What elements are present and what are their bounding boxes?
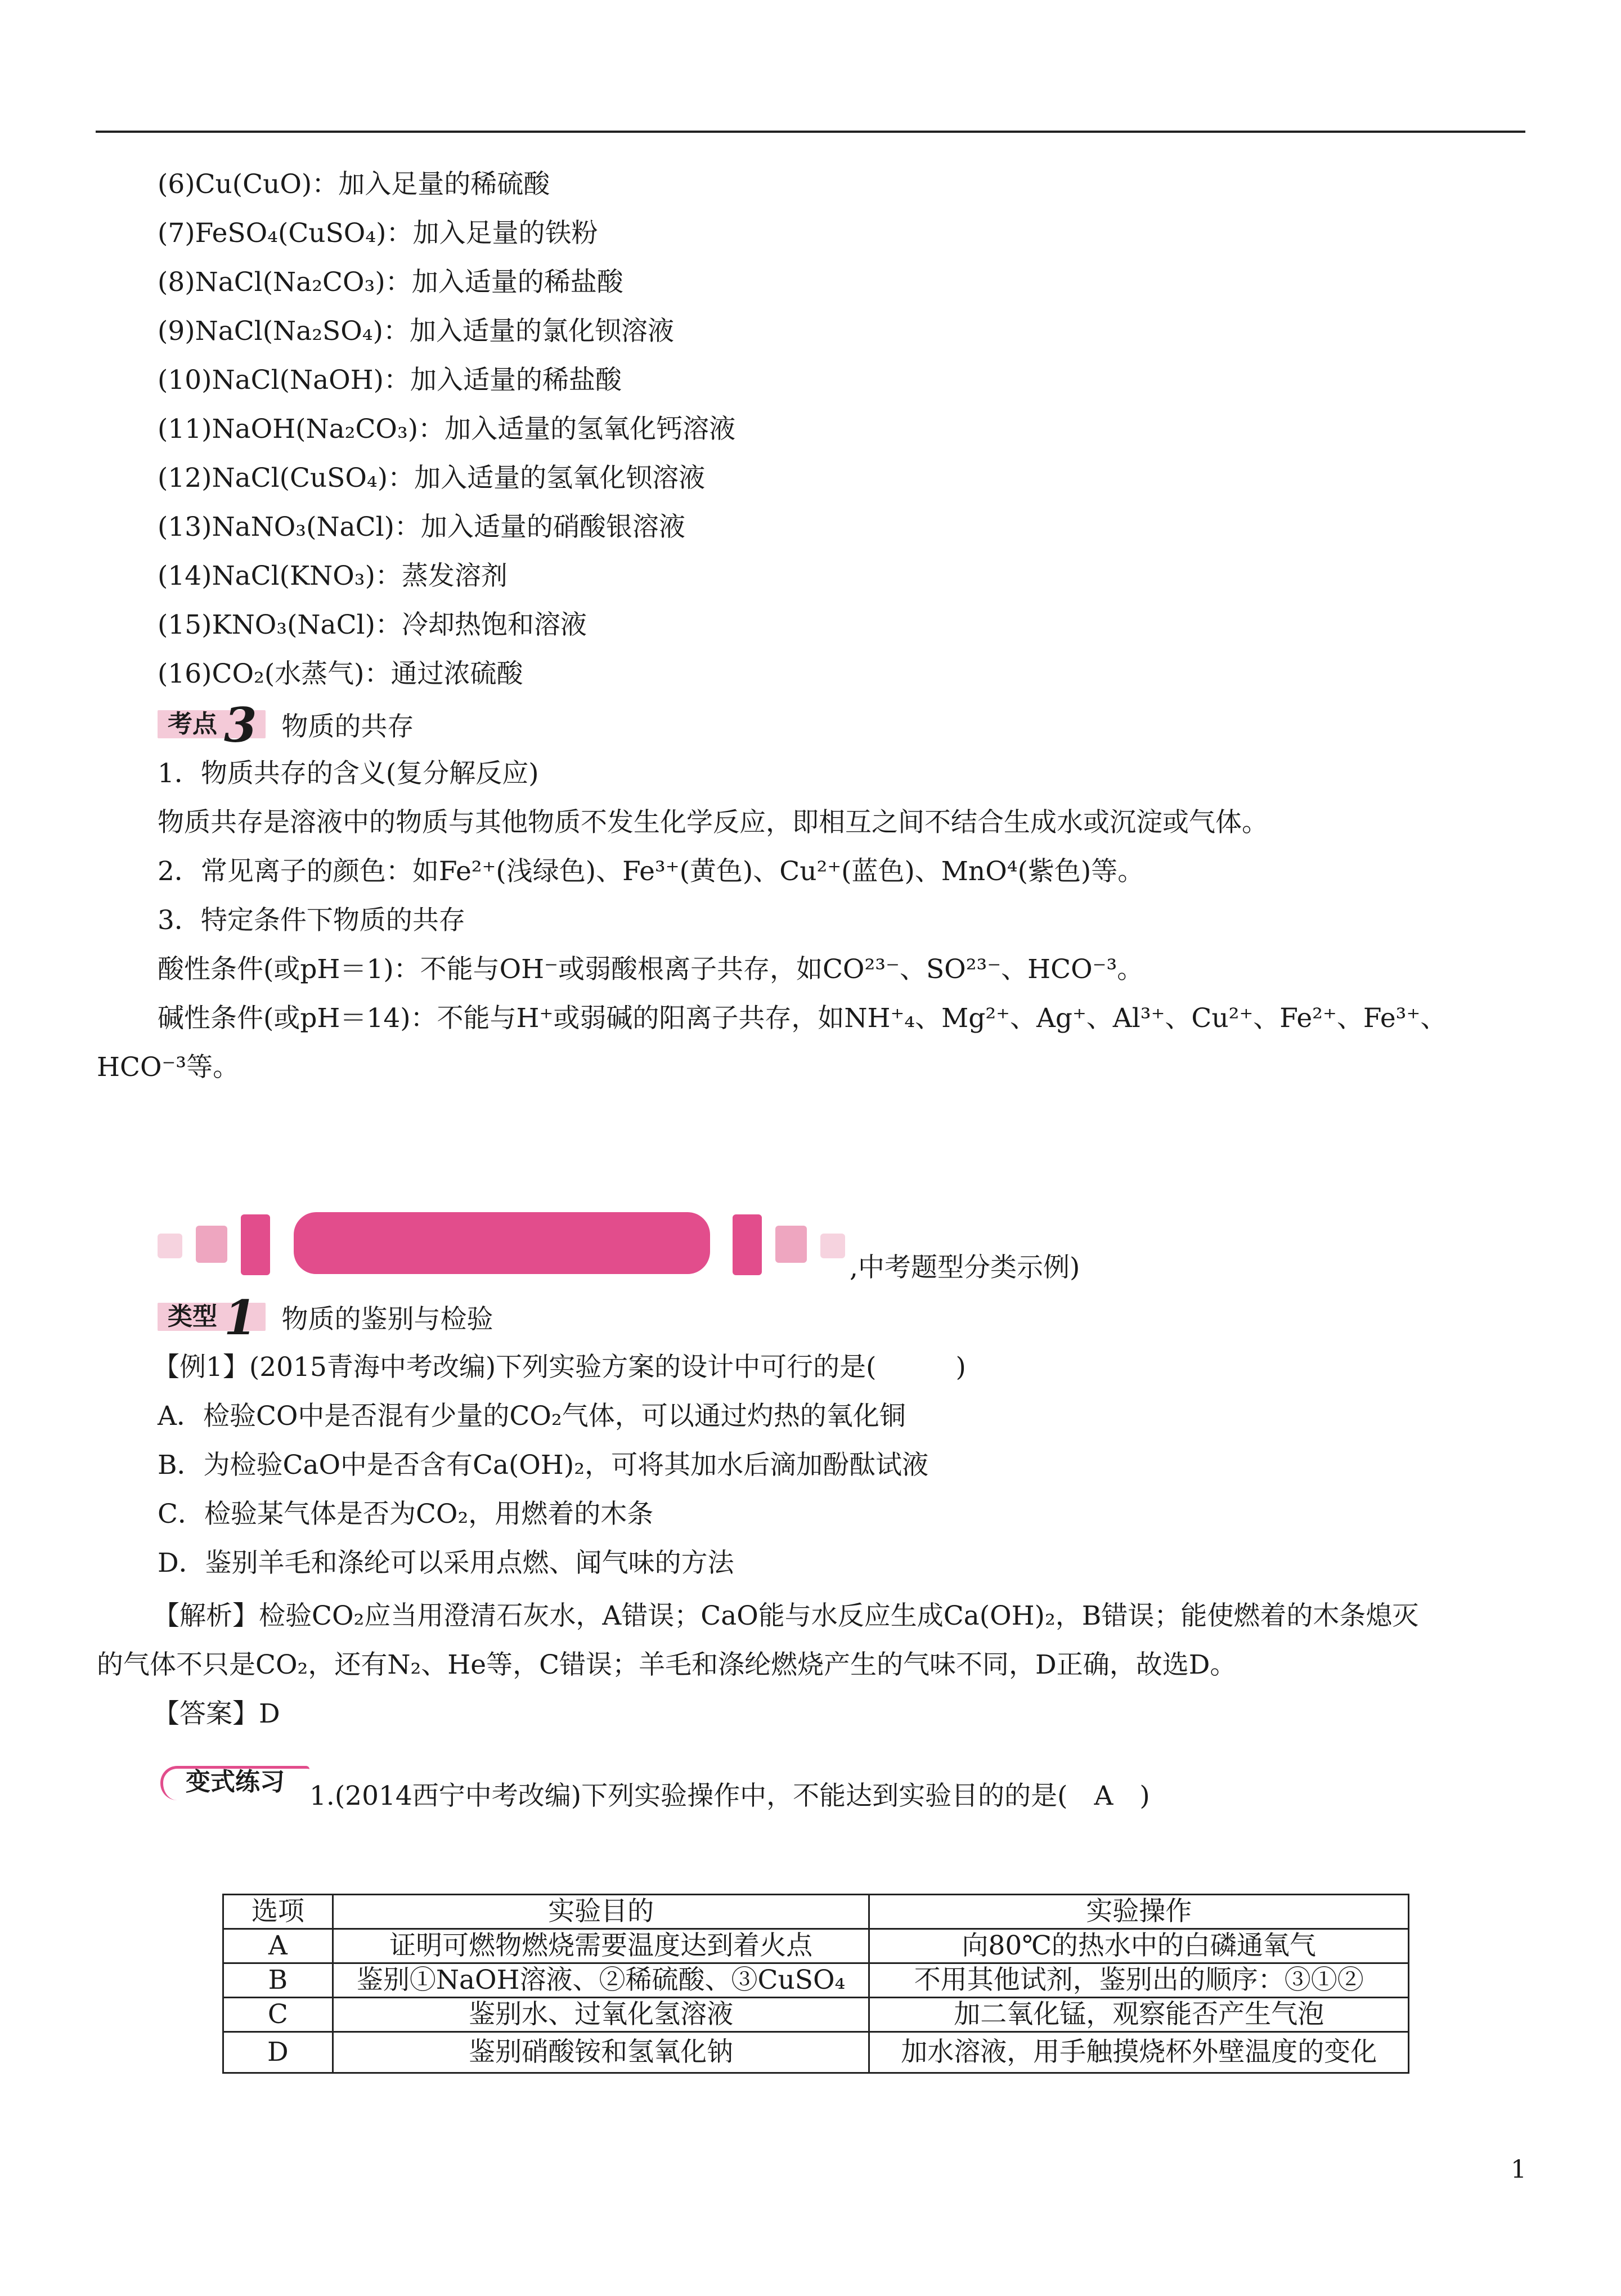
list-item: (14)NaCl(KNO₃)：蒸发溶剂 (158, 560, 508, 591)
list-item: (15)KNO₃(NaCl)：冷却热饱和溶液 (158, 609, 587, 640)
leixing-tag (158, 1290, 266, 1346)
variant-question: 1.(2014西宁中考改编)下列实验操作中，不能达到实验目的的是( A ) (309, 1781, 1150, 1811)
table-cell: B (223, 1963, 333, 1998)
section-heading-kaodian-3 (158, 697, 414, 753)
table-header: 实验操作 (869, 1895, 1409, 1929)
options-table (222, 1894, 1409, 2074)
table-row (223, 1963, 1409, 1998)
section-title: 物质的鉴别与检验 (281, 1303, 493, 1335)
tag-number: 1 (224, 1290, 257, 1346)
table-cell: 向80℃的热水中的白磷通氧气 (869, 1929, 1409, 1963)
list-item: (16)CO₂(水蒸气)：通过浓硫酸 (158, 658, 523, 689)
paragraph-line: 酸性条件(或pH＝1)：不能与OH⁻或弱酸根离子共存，如CO²³⁻、SO²³⁻、HCO⁻³。 (158, 954, 1144, 985)
section-heading-leixing-1 (158, 1290, 493, 1346)
table-cell: A (223, 1929, 333, 1963)
table-cell: 不用其他试剂，鉴别出的顺序：③①② (869, 1963, 1409, 1998)
analysis-line: 的气体不只是CO₂，还有N₂、He等，C错误；羊毛和涤纶燃烧产生的气味不同，D正确，故选D。 (97, 1649, 1237, 1680)
banner-block (158, 1234, 182, 1258)
list-item: (11)NaOH(Na₂CO₃)：加入适量的氢氧化钙溶液 (158, 414, 736, 445)
banner-block (733, 1214, 762, 1275)
banner-bar (294, 1212, 710, 1274)
banner-title: ,中考题型分类示例) (850, 1252, 1080, 1283)
page-number: 1 (1511, 2155, 1526, 2184)
list-item: (13)NaNO₃(NaCl)：加入适量的硝酸银溶液 (158, 512, 685, 542)
table-header: 选项 (223, 1895, 333, 1929)
answer-line: 【答案】D (153, 1698, 280, 1729)
list-item: (12)NaCl(CuSO₄)：加入适量的氢氧化钡溶液 (158, 463, 706, 494)
list-item: (7)FeSO₄(CuSO₄)：加入足量的铁粉 (158, 218, 598, 249)
banner-block (820, 1234, 845, 1258)
option-line: D．鉴别羊毛和涤纶可以采用点燃、闻气味的方法 (158, 1548, 734, 1578)
table-header: 实验目的 (333, 1895, 869, 1929)
table-row (223, 1929, 1409, 1963)
table-cell: 鉴别①NaOH溶液、②稀硫酸、③CuSO₄ (333, 1963, 869, 1998)
list-item: (8)NaCl(Na₂CO₃)：加入适量的稀盐酸 (158, 267, 623, 298)
table-row (223, 2032, 1409, 2073)
table-cell: 鉴别硝酸铵和氢氧化钠 (333, 2032, 869, 2073)
banner-block (241, 1214, 270, 1275)
table-cell: 鉴别水、过氧化氢溶液 (333, 1998, 869, 2032)
header-rule (96, 131, 1525, 133)
option-line: C．检验某气体是否为CO₂，用燃着的木条 (158, 1499, 654, 1530)
banner-block (775, 1226, 807, 1263)
list-item: (10)NaCl(NaOH)：加入适量的稀盐酸 (158, 365, 622, 396)
paragraph-line: 碱性条件(或pH＝14)：不能与H⁺或弱碱的阳离子共存，如NH⁺₄、Mg²⁺、Ag⁺、Al³⁺、Cu²⁺、Fe²⁺、Fe³⁺、 (158, 1003, 1447, 1034)
variant-label: 变式练习 (186, 1768, 285, 1796)
table-cell: C (223, 1998, 333, 2032)
table-cell: D (223, 2032, 333, 2073)
paragraph-line: 物质共存是溶液中的物质与其他物质不发生化学反应，即相互之间不结合生成水或沉淀或气体。 (158, 807, 1268, 838)
paragraph-line: 1．物质共存的含义(复分解反应) (158, 758, 539, 789)
table-row (223, 1998, 1409, 2032)
tag-word: 类型 (168, 1302, 217, 1331)
paragraph-line: 3．特定条件下物质的共存 (158, 905, 465, 936)
paragraph-line: 2．常见离子的颜色：如Fe²⁺(浅绿色)、Fe³⁺(黄色)、Cu²⁺(蓝色)、MnO⁴(紫色)等。 (158, 856, 1144, 887)
option-line: A．检验CO中是否混有少量的CO₂气体，可以通过灼热的氧化铜 (158, 1401, 906, 1432)
analysis-line: 【解析】检验CO₂应当用澄清石灰水，A错误；CaO能与水反应生成Ca(OH)₂，B错误；能使燃着的木条熄灭 (153, 1600, 1419, 1631)
table-cell: 加水溶液，用手触摸烧杯外壁温度的变化 (869, 2032, 1409, 2073)
kaodian-tag (158, 697, 266, 753)
list-item: (9)NaCl(Na₂SO₄)：加入适量的氯化钡溶液 (158, 316, 674, 347)
paragraph-line: HCO⁻³等。 (97, 1052, 240, 1083)
section-title: 物质的共存 (281, 711, 414, 742)
example-question: 【例1】(2015青海中考改编)下列实验方案的设计中可行的是( ) (153, 1352, 966, 1383)
table-header-row (223, 1895, 1409, 1929)
banner-block (196, 1226, 227, 1263)
tag-number: 3 (224, 697, 257, 753)
list-item: (6)Cu(CuO)：加入足量的稀硫酸 (158, 169, 550, 200)
option-line: B．为检验CaO中是否含有Ca(OH)₂，可将其加水后滴加酚酞试液 (158, 1450, 929, 1481)
table-cell: 加二氧化锰，观察能否产生气泡 (869, 1998, 1409, 2032)
tag-word: 考点 (168, 710, 217, 738)
table-cell: 证明可燃物燃烧需要温度达到着火点 (333, 1929, 869, 1963)
